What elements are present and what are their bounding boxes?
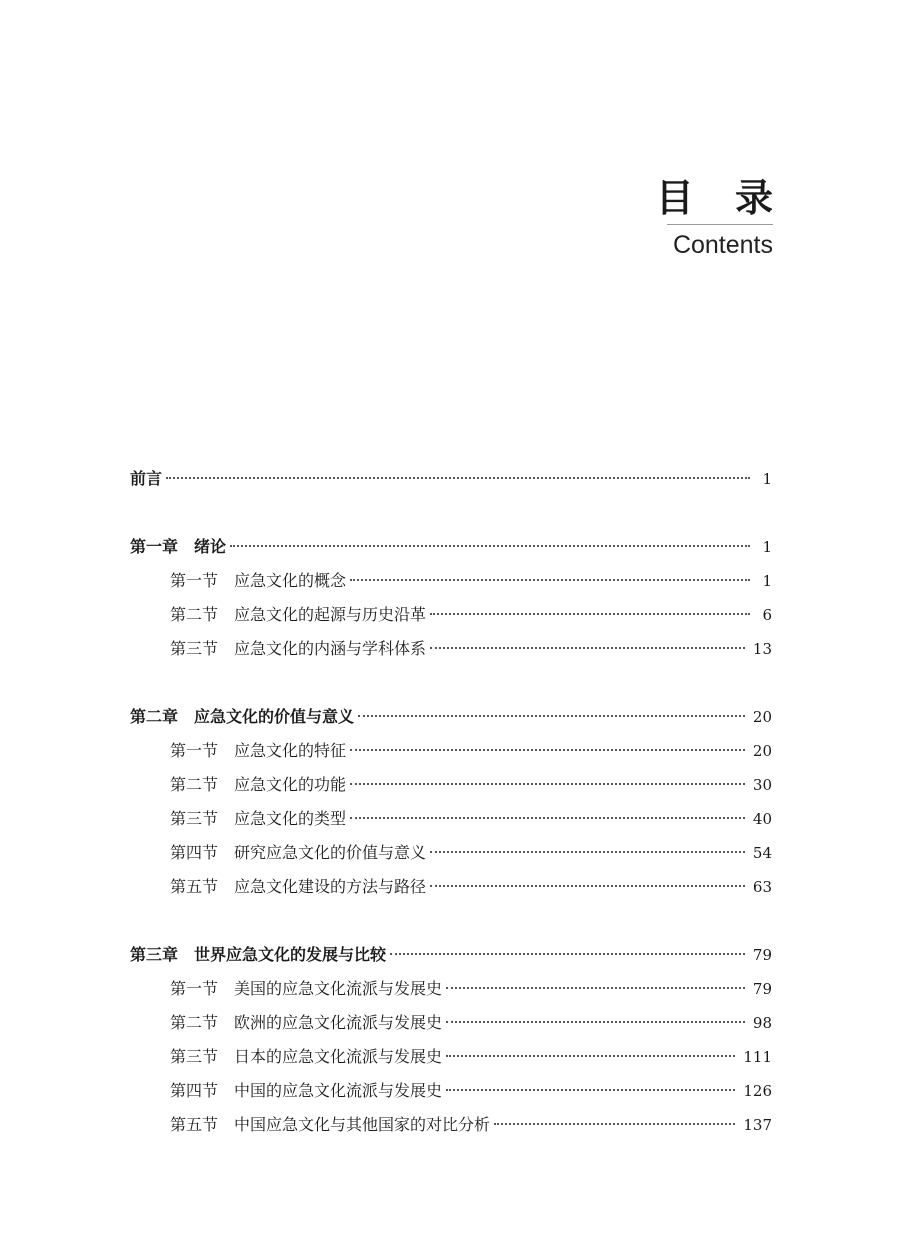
page-number: 20 [752,708,772,726]
dot-leader [350,579,750,581]
dot-leader [430,647,745,649]
toc-section-entry[interactable] [130,564,772,598]
toc-section-entry[interactable] [130,870,772,904]
entry-title: 第二章 应急文化的价值与意义 [130,707,355,726]
toc-section-entry[interactable] [130,972,772,1006]
entry-title: 第一节 应急文化的特征 [170,741,347,760]
entry-title: 第三章 世界应急文化的发展与比较 [130,945,387,964]
dot-leader [446,1055,735,1057]
page-number: 137 [743,1116,772,1134]
entry-title: 第一节 美国的应急文化流派与发展史 [170,979,443,998]
page-number: 1 [762,470,772,488]
entry-title: 第二节 应急文化的功能 [170,775,347,794]
entry-title: 第三节 应急文化的类型 [170,809,347,828]
toc-chapter-entry[interactable] [130,462,772,496]
entry-title: 前言 [130,469,163,488]
dot-leader [350,749,745,751]
toc-section-entry[interactable] [130,1108,772,1142]
page-number: 54 [752,844,772,862]
toc-section-entry[interactable] [130,734,772,768]
entry-title: 第一章 绪论 [130,537,227,556]
toc-section-entry[interactable] [130,1040,772,1074]
title-english: Contents [672,231,773,259]
page-number: 30 [752,776,772,794]
dot-leader [166,477,750,479]
toc-section-entry[interactable] [130,802,772,836]
dot-leader [430,613,750,615]
dot-leader [350,817,745,819]
toc-chapter-entry[interactable] [130,700,772,734]
entry-title: 第三节 日本的应急文化流派与发展史 [170,1047,443,1066]
dot-leader [430,885,745,887]
entry-title: 第五节 中国应急文化与其他国家的对比分析 [170,1115,491,1134]
toc-section-entry[interactable] [130,768,772,802]
dot-leader [446,987,745,989]
title-chinese: 目 录 [655,176,787,220]
entry-title: 第一节 应急文化的概念 [170,571,347,590]
toc-section-entry[interactable] [130,632,772,666]
page-number: 79 [752,946,772,964]
page-number: 98 [752,1014,772,1032]
dot-leader [446,1021,745,1023]
dot-leader [350,783,745,785]
toc-chapter-entry[interactable] [130,530,772,564]
page-number: 1 [762,572,772,590]
page-number: 111 [743,1048,772,1066]
dot-leader [430,851,745,853]
entry-title: 第四节 中国的应急文化流派与发展史 [170,1081,443,1100]
toc-section-entry[interactable] [130,1006,772,1040]
page-number: 1 [762,538,772,556]
toc-section-entry[interactable] [130,598,772,632]
page-number: 79 [752,980,772,998]
page-number: 6 [762,606,772,624]
page-number: 63 [752,878,772,896]
entry-title: 第三节 应急文化的内涵与学科体系 [170,639,427,658]
dot-leader [390,953,745,955]
toc-section-entry[interactable] [130,1074,772,1108]
dot-leader [494,1123,735,1125]
table-of-contents [130,462,772,1142]
toc-section-entry[interactable] [130,836,772,870]
page-number: 13 [752,640,772,658]
dot-leader [230,545,750,547]
entry-title: 第五节 应急文化建设的方法与路径 [170,877,427,896]
page-number: 40 [752,810,772,828]
page-number: 20 [752,742,772,760]
toc-heading [623,172,787,263]
dot-leader [446,1089,735,1091]
entry-title: 第四节 研究应急文化的价值与意义 [170,843,427,862]
dot-leader [358,715,745,717]
heading-rule [667,224,773,225]
entry-title: 第二节 欧洲的应急文化流派与发展史 [170,1013,443,1032]
toc-chapter-entry[interactable] [130,938,772,972]
page-number: 126 [743,1082,772,1100]
entry-title: 第二节 应急文化的起源与历史沿革 [170,605,427,624]
